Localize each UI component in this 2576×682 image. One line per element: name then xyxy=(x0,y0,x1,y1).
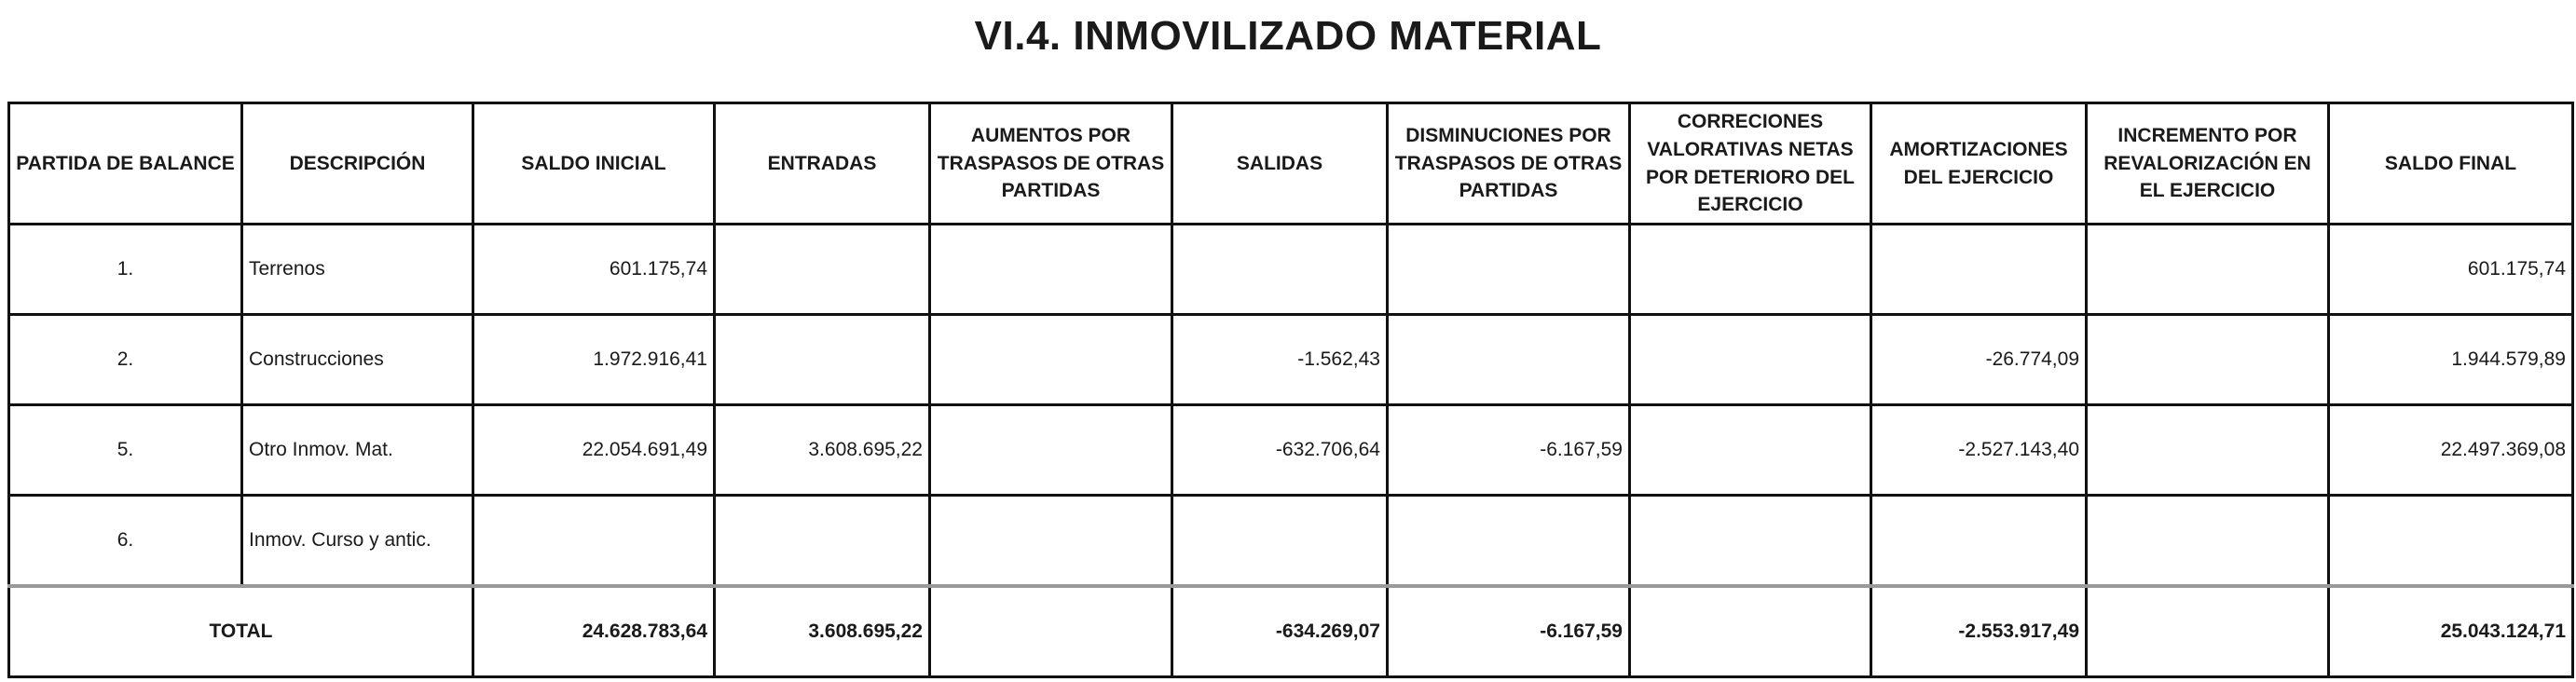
header-amortizaciones: AMORTIZACIONES DEL EJERCICIO xyxy=(1871,103,2087,225)
table-row xyxy=(9,315,2573,405)
cell-salidas: -632.706,64 xyxy=(1172,405,1388,496)
header-saldo-inicial: SALDO INICIAL xyxy=(473,103,715,225)
cell-descripcion: Construcciones xyxy=(242,315,473,405)
cell-descripcion: Otro Inmov. Mat. xyxy=(242,405,473,496)
cell-amortizaciones xyxy=(1871,496,2087,587)
cell-disminuciones xyxy=(1388,496,1630,587)
cell-partida: 1. xyxy=(9,225,242,315)
cell-descripcion: Terrenos xyxy=(242,225,473,315)
cell-salidas xyxy=(1172,496,1388,587)
total-amortizaciones: -2.553.917,49 xyxy=(1871,586,2087,677)
cell-amortizaciones: -26.774,09 xyxy=(1871,315,2087,405)
cell-saldo-final: 22.497.369,08 xyxy=(2329,405,2573,496)
cell-salidas xyxy=(1172,225,1388,315)
cell-correcciones xyxy=(1630,225,1871,315)
cell-saldo-final xyxy=(2329,496,2573,587)
total-label: TOTAL xyxy=(9,586,473,677)
cell-incremento xyxy=(2087,496,2329,587)
cell-descripcion: Inmov. Curso y antic. xyxy=(242,496,473,587)
page-title: VI.4. INMOVILIZADO MATERIAL xyxy=(974,13,1602,59)
total-disminuciones: -6.167,59 xyxy=(1388,586,1630,677)
header-salidas: SALIDAS xyxy=(1172,103,1388,225)
cell-incremento xyxy=(2087,315,2329,405)
cell-correcciones xyxy=(1630,405,1871,496)
header-aumentos: AUMENTOS POR TRASPASOS DE OTRAS PARTIDAS xyxy=(930,103,1172,225)
cell-disminuciones xyxy=(1388,315,1630,405)
cell-saldo-inicial: 22.054.691,49 xyxy=(473,405,715,496)
cell-saldo-inicial xyxy=(473,496,715,587)
cell-saldo-final: 601.175,74 xyxy=(2329,225,2573,315)
total-saldo-inicial: 24.628.783,64 xyxy=(473,586,715,677)
cell-disminuciones: -6.167,59 xyxy=(1388,405,1630,496)
total-row xyxy=(9,586,2573,677)
header-row xyxy=(9,103,2573,225)
header-disminuciones: DISMINUCIONES POR TRASPASOS DE OTRAS PARTIDAS xyxy=(1388,103,1630,225)
table-row xyxy=(9,225,2573,315)
cell-aumentos xyxy=(930,225,1172,315)
cell-partida: 2. xyxy=(9,315,242,405)
cell-amortizaciones: -2.527.143,40 xyxy=(1871,405,2087,496)
cell-saldo-final: 1.944.579,89 xyxy=(2329,315,2573,405)
header-entradas: ENTRADAS xyxy=(715,103,930,225)
table-row xyxy=(9,405,2573,496)
cell-entradas xyxy=(715,315,930,405)
cell-saldo-inicial: 1.972.916,41 xyxy=(473,315,715,405)
total-correcciones xyxy=(1630,586,1871,677)
cell-aumentos xyxy=(930,405,1172,496)
table-row xyxy=(9,496,2573,587)
total-saldo-final: 25.043.124,71 xyxy=(2329,586,2573,677)
cell-partida: 6. xyxy=(9,496,242,587)
cell-incremento xyxy=(2087,405,2329,496)
cell-entradas xyxy=(715,496,930,587)
total-entradas: 3.608.695,22 xyxy=(715,586,930,677)
cell-incremento xyxy=(2087,225,2329,315)
cell-entradas xyxy=(715,225,930,315)
inmovilizado-table xyxy=(7,102,2574,678)
header-incremento: INCREMENTO POR REVALORIZACIÓN EN EL EJERCICIO xyxy=(2087,103,2329,225)
cell-partida: 5. xyxy=(9,405,242,496)
header-descripcion: DESCRIPCIÓN xyxy=(242,103,473,225)
header-saldo-final: SALDO FINAL xyxy=(2329,103,2573,225)
cell-amortizaciones xyxy=(1871,225,2087,315)
cell-salidas: -1.562,43 xyxy=(1172,315,1388,405)
total-salidas: -634.269,07 xyxy=(1172,586,1388,677)
cell-entradas: 3.608.695,22 xyxy=(715,405,930,496)
cell-correcciones xyxy=(1630,315,1871,405)
cell-correcciones xyxy=(1630,496,1871,587)
header-correcciones: CORRECIONES VALORATIVAS NETAS POR DETERIORO DEL EJERCICIO xyxy=(1630,103,1871,225)
total-aumentos xyxy=(930,586,1172,677)
cell-saldo-inicial: 601.175,74 xyxy=(473,225,715,315)
cell-disminuciones xyxy=(1388,225,1630,315)
cell-aumentos xyxy=(930,315,1172,405)
header-partida: PARTIDA DE BALANCE xyxy=(9,103,242,225)
total-incremento xyxy=(2087,586,2329,677)
cell-aumentos xyxy=(930,496,1172,587)
